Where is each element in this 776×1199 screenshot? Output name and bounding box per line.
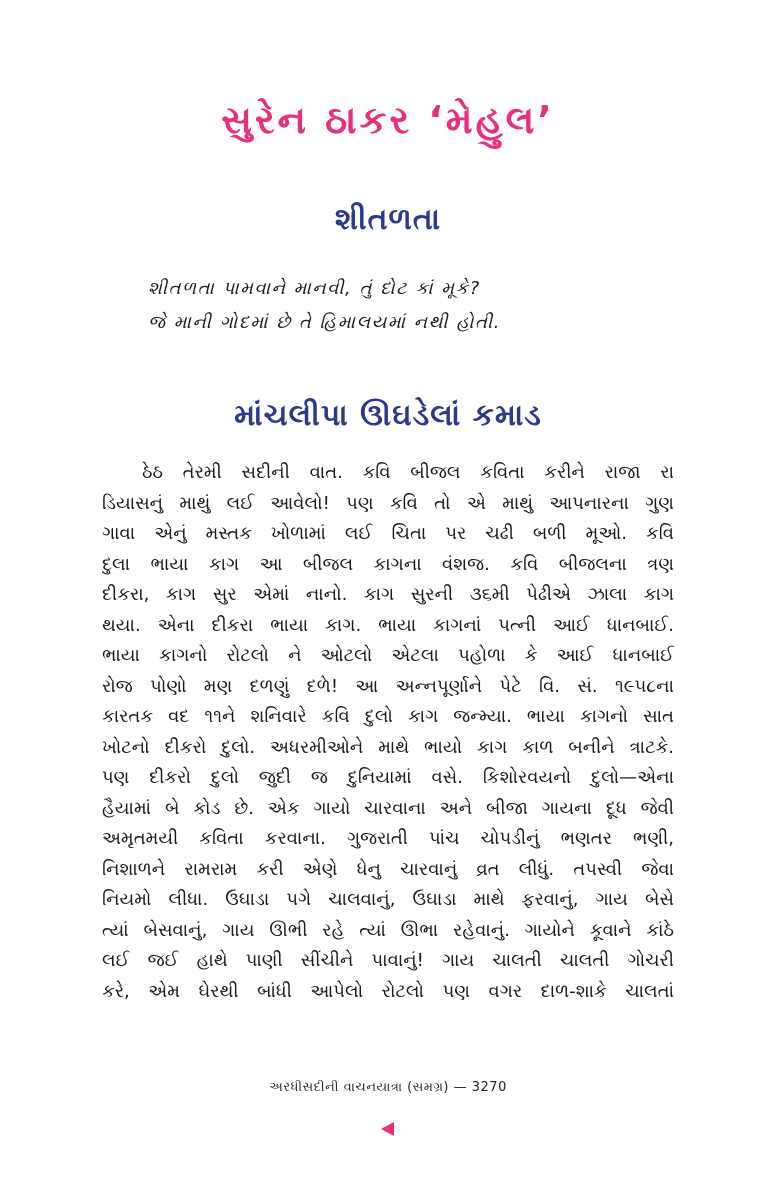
essay-body [102,458,674,1007]
poem [148,272,668,340]
poem-line: જે માની ગોદમાં છે તે હિમાલયમાં નથી હોતી. [148,312,501,333]
essay-line: રોજ પોણો મણ દળણું દળે! આ અન્નપૂર્ણાને પેટે વિ. સં. ૧૯૫૮ના [102,675,674,697]
essay-line: ત્યાં બેસવાનું, ગાય ઊભી રહે ત્યાં ઊભા રહેવાનું. ગાયોને કૂવાને કાંઠે [102,919,674,941]
essay-line: થયા. એના દીકરા ભાયા કાગ. ભાયા કાગનાં પત્ની આઈ ધાનબાઈ. [102,614,674,636]
essay-line: ખોટનો દીકરો દુલો. અધરમીઓને માથે ભાયો કાગ કાળ બનીને ત્રાટકે. [102,736,674,758]
essay-line: નિયમો લીધા. ઉઘાડા પગે ચાલવાનું, ઉઘાડા માથે ફરવાનું, ગાય બેસે [102,889,674,910]
poem-line: શીતળતા પામવાને માનવી, તું દોટ કાં મૂકે? [148,278,481,299]
essay-line: અમૃતમયી કવિતા કરવાના. ગુજરાતી પાંચ ચોપડીનું ભણતર ભણી, [102,828,674,849]
left-triangle-icon[interactable] [381,1122,394,1136]
page-footer: અરધીસદીની વાચનયાત્રા (સમગ્ર) — 3270 [269,1080,507,1095]
essay-line: ભાયા કાગનો રોટલો ને ઓટલો એટલા પહોળા કે આઈ ધાનબાઈ [102,645,674,666]
essay-line: નિશાળને રામરામ કરી એણે ધેનુ ચારવાનું વ્રત લીધું. તપસ્વી જેવા [102,858,674,880]
essay-line: હૈયામાં બે કોડ છે. એક ગાયો ચારવાના અને બીજા ગાયના દૂધ જેવી [102,797,674,819]
essay-line: પણ દીકરો દુલો જુદી જ દુનિયામાં વસે. કિશોરવયનો દુલો—એના [102,767,674,788]
essay-line: દીકરા, કાગ સુર એમાં નાનો. કાગ સુરની ૩૬મી પેઢીએ ઝાલા કાગ [102,584,674,605]
essay-title: માંચલીપા ઊઘડેલાં કમાડ [234,398,542,433]
author-heading: સુરેન ઠાકર ‘મેહુલ’ [221,98,555,142]
essay-line: ગાવા એનું મસ્તક ખોળામાં લઈ ચિતા પર ચઢી બળી મૂઓ. કવિ [102,523,674,544]
essay-line: લઈ જઈ હાથે પાણી સીંચીને પાવાનું! ગાય ચાલતી ચાલતી ગોચરી [102,950,674,971]
essay-line: કારતક વદ ૧૧ને શનિવારે કવિ દુલો કાગ જન્મ્યા. ભાયા કાગનો સાત [102,706,674,727]
poem-title: શીતળતા [334,202,442,237]
essay-line: ડિયાસનું માથું લઈ આવેલો! પણ કવિ તો એ માથું આપનારના ગુણ [102,492,674,514]
essay-line: કરે, એમ ઘેરથી બાંધી આપેલો રોટલો પણ વગર દાળ-શાકે ચાલતાં [102,980,674,1002]
essay-line: ઠેઠ તેરમી સદીની વાત. કવિ બીજલ કવિતા કરીને રાજા રા [142,462,674,483]
essay-line: દુલા ભાયા કાગ આ બીજલ કાગના વંશજ. કવિ બીજલના ત્રણ [102,553,674,575]
